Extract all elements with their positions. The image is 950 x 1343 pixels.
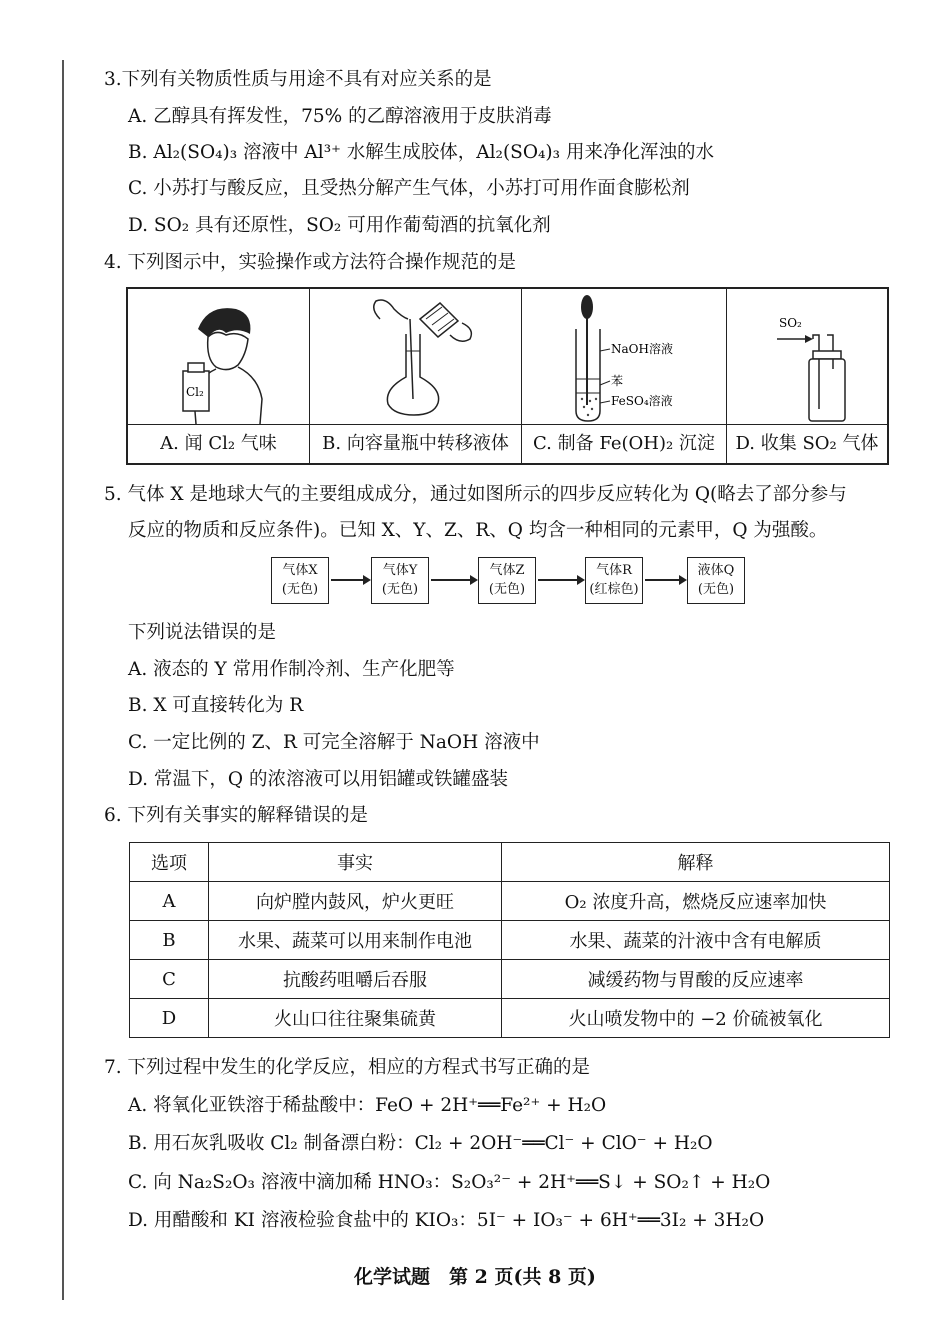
- caption-b: B. 向容量瓶中转移液体: [310, 424, 521, 463]
- flow-box-y-name: 气体Y: [382, 563, 418, 578]
- cl2-bottle-label: Cl₂: [186, 385, 204, 399]
- q7-option-b: B. 用石灰乳吸收 Cl₂ 制备漂白粉：Cl₂ + 2OH⁻══Cl⁻ + ClO⁻ + H₂O: [128, 1133, 713, 1154]
- flow-box-z-name: 气体Z: [489, 563, 525, 578]
- q7-option-a: A. 将氧化亚铁溶于稀盐酸中：FeO + 2H⁺══Fe²⁺ + H₂O: [128, 1095, 607, 1116]
- header-fact: 事实: [209, 843, 502, 882]
- so2-label: SO₂: [779, 316, 802, 330]
- test-tube-illustration: [522, 289, 726, 427]
- row-b-option: B: [130, 921, 209, 960]
- q4-stem: 4. 下列图示中，实验操作或方法符合操作规范的是: [104, 252, 517, 273]
- row-d-option: D: [130, 999, 209, 1038]
- figure-b: [310, 289, 522, 463]
- q5-option-a: A. 液态的 Y 常用作制冷剂、生产化肥等: [128, 659, 455, 680]
- flow-box-y: [371, 557, 429, 604]
- table-row: [130, 882, 890, 921]
- flow-box-y-color: (无色): [381, 582, 419, 597]
- caption-c: C. 制备 Fe(OH)₂ 沉淀: [522, 424, 726, 463]
- q5-option-c: C. 一定比例的 Z、R 可完全溶解于 NaOH 溶液中: [128, 732, 540, 753]
- q4-figure-table: [126, 287, 889, 465]
- row-d-explanation: 火山喷发物中的 −2 价硫被氧化: [502, 999, 890, 1038]
- q7-stem: 7. 下列过程中发生的化学反应，相应的方程式书写正确的是: [104, 1057, 591, 1078]
- row-d-fact: 火山口往往聚集硫黄: [209, 999, 502, 1038]
- row-a-fact: 向炉膛内鼓风，炉火更旺: [209, 882, 502, 921]
- flow-arrow-1: [331, 579, 369, 581]
- figure-c: [522, 289, 727, 463]
- row-c-explanation: 减缓药物与胃酸的反应速率: [502, 960, 890, 999]
- header-option: 选项: [130, 843, 209, 882]
- feso4-label: FeSO₄溶液: [611, 394, 673, 408]
- flow-box-z-color: (无色): [488, 582, 526, 597]
- table-row: [130, 999, 890, 1038]
- flow-arrow-3: [538, 579, 583, 581]
- flow-box-q: [687, 557, 745, 604]
- q5-option-b: B. X 可直接转化为 R: [128, 695, 304, 716]
- q3-stem: 3.下列有关物质性质与用途不具有对应关系的是: [104, 69, 492, 90]
- figure-a: [128, 289, 310, 463]
- figure-d: [727, 289, 887, 463]
- flow-box-x-name: 气体X: [282, 563, 318, 578]
- benzene-label: 苯: [611, 374, 624, 388]
- q6-stem: 6. 下列有关事实的解释错误的是: [104, 805, 369, 826]
- q6-table: [129, 842, 890, 1038]
- flow-box-z: [478, 557, 536, 604]
- gas-collection-illustration: [727, 289, 887, 427]
- q5-prompt: 下列说法错误的是: [128, 622, 277, 643]
- q3-option-b: B. Al₂(SO₄)₃ 溶液中 Al³⁺ 水解生成胶体，Al₂(SO₄)₃ 用来净化浑浊的水: [128, 142, 714, 163]
- naoh-label: NaOH溶液: [611, 342, 673, 356]
- row-c-fact: 抗酸药咀嚼后吞服: [209, 960, 502, 999]
- q3-option-c: C. 小苏打与酸反应，且受热分解产生气体，小苏打可用作面食膨松剂: [128, 178, 690, 199]
- row-a-option: A: [130, 882, 209, 921]
- flow-box-x-color: (无色): [281, 582, 319, 597]
- row-c-option: C: [130, 960, 209, 999]
- row-b-fact: 水果、蔬菜可以用来制作电池: [209, 921, 502, 960]
- smell-gas-illustration: [128, 289, 309, 427]
- volumetric-flask-illustration: [310, 289, 521, 427]
- flow-box-q-color: (无色): [697, 582, 735, 597]
- q7-option-c: C. 向 Na₂S₂O₃ 溶液中滴加稀 HNO₃：S₂O₃²⁻ + 2H⁺══S↓ + SO₂↑ + H₂O: [128, 1172, 771, 1193]
- table-row: [130, 921, 890, 960]
- row-b-explanation: 水果、蔬菜的汁液中含有电解质: [502, 921, 890, 960]
- flow-arrow-4: [645, 579, 685, 581]
- q3-option-d: D. SO₂ 具有还原性，SO₂ 可用作葡萄酒的抗氧化剂: [128, 215, 551, 236]
- flow-box-r-color: (红棕色): [589, 582, 639, 597]
- caption-d: D. 收集 SO₂ 气体: [727, 424, 887, 463]
- binding-margin-line: [62, 60, 64, 1300]
- q5-stem-line2: 反应的物质和反应条件)。已知 X、Y、Z、R、Q 均含一种相同的元素甲，Q 为强酸。: [128, 520, 828, 541]
- q5-option-d: D. 常温下，Q 的浓溶液可以用铝罐或铁罐盛装: [128, 769, 508, 790]
- header-explanation: 解释: [502, 843, 890, 882]
- q5-stem-line1: 5. 气体 X 是地球大气的主要组成成分，通过如图所示的四步反应转化为 Q(略去了部分参与: [104, 484, 847, 505]
- table-header-row: [130, 843, 890, 882]
- q7-option-d: D. 用醋酸和 KI 溶液检验食盐中的 KIO₃：5I⁻ + IO₃⁻ + 6H⁺══3I₂ + 3H₂O: [128, 1210, 765, 1231]
- flow-arrow-2: [431, 579, 476, 581]
- flow-box-r: [585, 557, 643, 604]
- flow-box-r-name: 气体R: [596, 563, 632, 578]
- flow-box-x: [271, 557, 329, 604]
- flow-box-q-name: 液体Q: [697, 563, 735, 578]
- table-row: [130, 960, 890, 999]
- caption-a: A. 闻 Cl₂ 气味: [128, 424, 309, 463]
- page-footer: 化学试题 第 2 页(共 8 页): [354, 1266, 596, 1288]
- q3-option-a: A. 乙醇具有挥发性，75% 的乙醇溶液用于皮肤消毒: [128, 106, 552, 127]
- row-a-explanation: O₂ 浓度升高，燃烧反应速率加快: [502, 882, 890, 921]
